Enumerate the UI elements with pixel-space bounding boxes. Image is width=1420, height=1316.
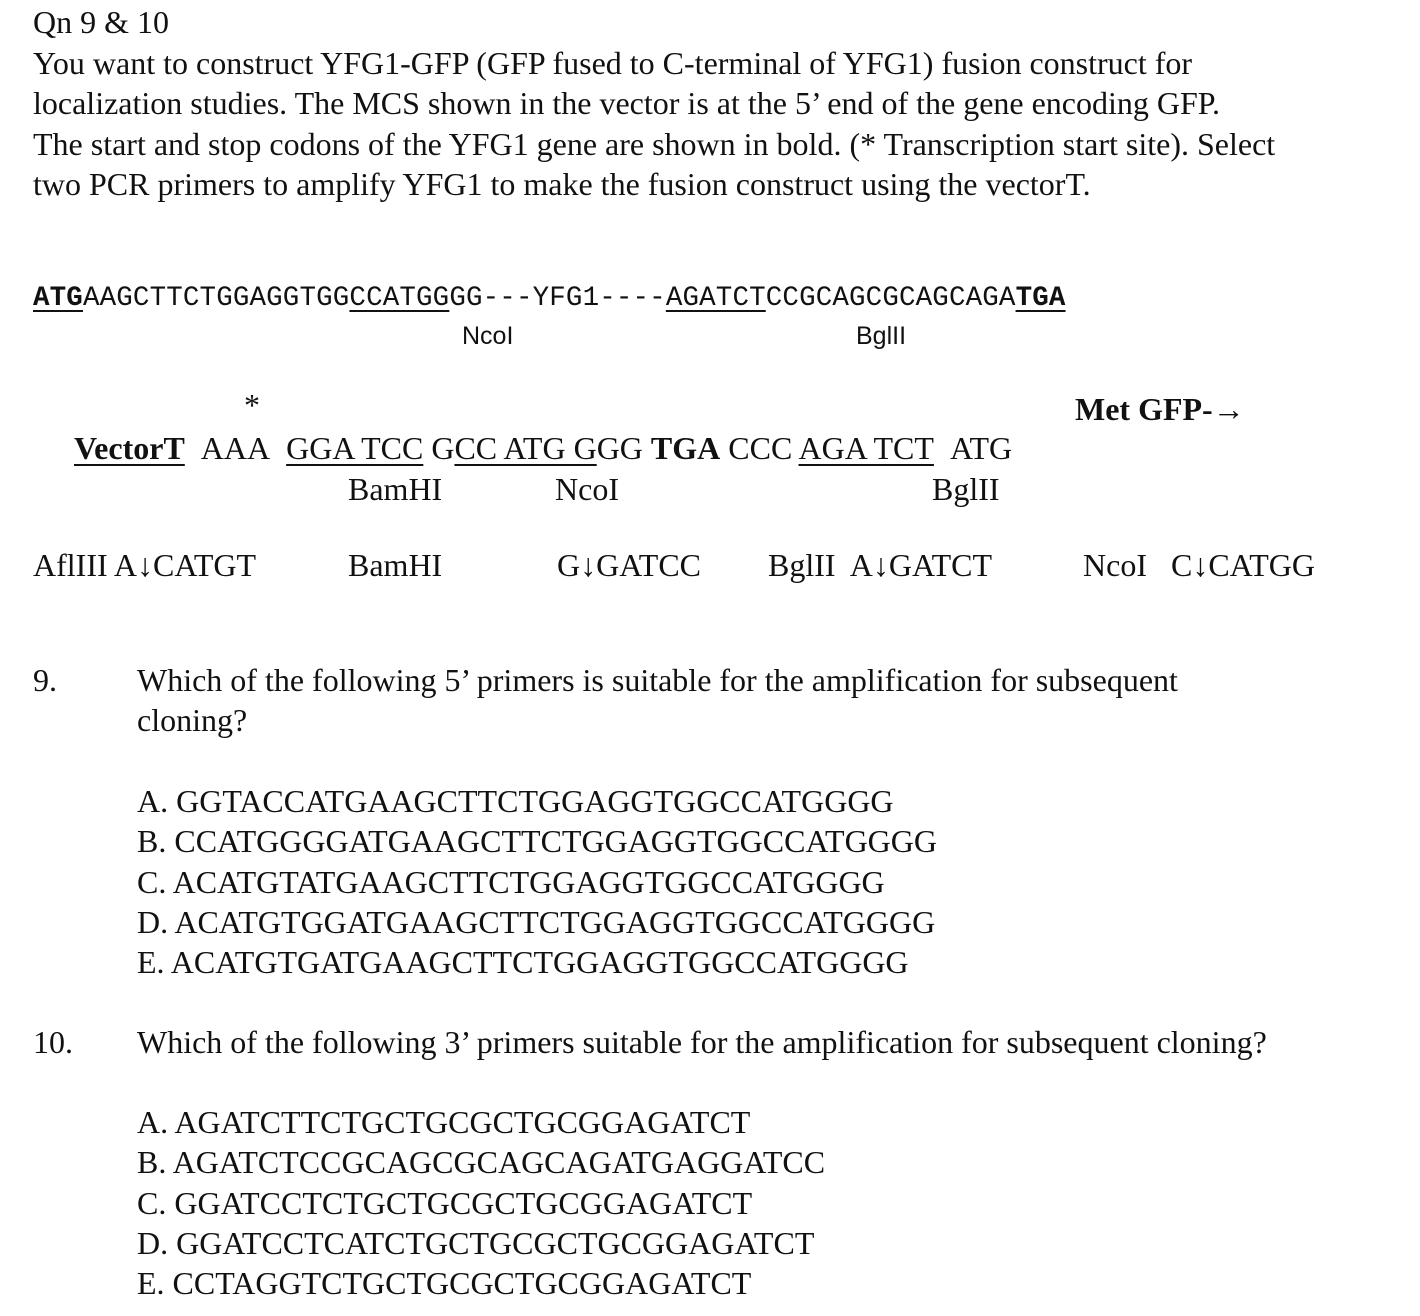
intro-line: two PCR primers to amplify YFG1 to make the fusion construct using the vectorT. <box>33 166 1091 202</box>
question-title: Qn 9 & 10 <box>33 4 169 40</box>
bamhi-site: GGA TCC <box>286 430 424 466</box>
intro-paragraph <box>33 2 1413 205</box>
start-codon: ATG <box>33 283 83 314</box>
enzyme-ncoi: NcoI C↓CATGG <box>1083 547 1315 583</box>
codon-part: G <box>431 430 455 466</box>
stop-codon: TGA <box>650 430 721 466</box>
intro-line: You want to construct YFG1-GFP (GFP fused to C-terminal of YFG1) fusion construct for <box>33 44 1193 81</box>
answer-option-d: D. GGATCCTCATCTGCTGCGCTGCGGAGATCT <box>137 1224 815 1261</box>
gene-segment: CCGCAGCGCAGCAGA <box>765 283 1016 314</box>
intro-line: localization studies. The MCS shown in the vector is at the 5’ end of the gene encoding GFP. <box>33 85 1221 121</box>
vector-name: VectorT <box>74 430 185 466</box>
question-9-text: Which of the following 5’ primers is suitable for the amplification for subsequent <box>137 662 1178 698</box>
bamhi-label: BamHI <box>348 471 443 507</box>
ncoi-label: NcoI <box>462 322 514 350</box>
codon: AAA <box>200 430 271 466</box>
answer-option-c: C. GGATCCTCTGCTGCGCTGCGGAGATCT <box>137 1184 753 1221</box>
answer-option-e: E. ACATGTGATGAAGCTTCTGGAGGTGGCCATGGGG <box>137 944 909 981</box>
intro-line: The start and stop codons of the YFG1 gene are shown in bold. (* Transcription start site). Select <box>33 125 1276 162</box>
bglii-site: AGATCT <box>665 283 766 314</box>
q10-answer-options <box>137 1102 825 1303</box>
met-gfp-label: Met GFP-→ <box>1075 391 1245 427</box>
stop-codon: TGA <box>1015 283 1066 314</box>
gene-segment: AAGCTTCTGGAGGTGG <box>82 283 350 314</box>
gene-segment: GG---YFG1---- <box>449 283 666 314</box>
bglii-site: AGA TCT <box>798 430 934 466</box>
enzyme-bglii: BglII A↓GATCT <box>768 547 992 583</box>
ncoi-site: CCATGG <box>349 283 450 314</box>
answer-option-c: C. ACATGTATGAAGCTTCTGGAGGTGGCCATGGGG <box>137 863 885 900</box>
vector-mcs-sequence <box>74 428 1012 468</box>
enzyme-bamhi-name: BamHI <box>348 547 443 583</box>
answer-option-a: A. GGTACCATGAAGCTTCTGGAGGTGGCCATGGGG <box>137 783 894 819</box>
answer-option-e: E. CCTAGGTCTGCTGCGCTGCGGAGATCT <box>137 1265 752 1302</box>
bglii-label: BglII <box>932 471 1000 507</box>
codon: CCC <box>728 430 793 466</box>
answer-option-a: A. AGATCTTCTGCTGCGCTGCGGAGATCT <box>137 1104 751 1140</box>
bglii-label: BglII <box>856 322 907 350</box>
codon-part: GG <box>596 430 643 466</box>
enzyme-bamhi-site: G↓GATCC <box>557 547 702 583</box>
question-10-text: Which of the following 3’ primers suitable for the amplification for subsequent cloning? <box>137 1024 1267 1060</box>
ncoi-site: CC ATG G <box>454 430 597 466</box>
answer-option-d: D. ACATGTGGATGAAGCTTCTGGAGGTGGCCATGGGG <box>137 903 936 940</box>
gfp-start-codon: ATG <box>949 430 1013 466</box>
q9-answer-options <box>137 781 937 982</box>
question-9-text: cloning? <box>137 702 248 738</box>
question-9-number: 9. <box>33 662 57 698</box>
transcription-start-marker: * <box>244 387 260 423</box>
question-10-number: 10. <box>33 1024 73 1060</box>
answer-option-b: B. CCATGGGGATGAAGCTTCTGGAGGTGGCCATGGGG <box>137 823 937 860</box>
enzyme-afliii: AflIII A↓CATGT <box>33 547 257 583</box>
answer-option-b: B. AGATCTCCGCAGCGCAGCAGATGAGGATCC <box>137 1144 826 1181</box>
ncoi-label: NcoI <box>555 471 619 507</box>
gene-sequence <box>33 283 1066 315</box>
